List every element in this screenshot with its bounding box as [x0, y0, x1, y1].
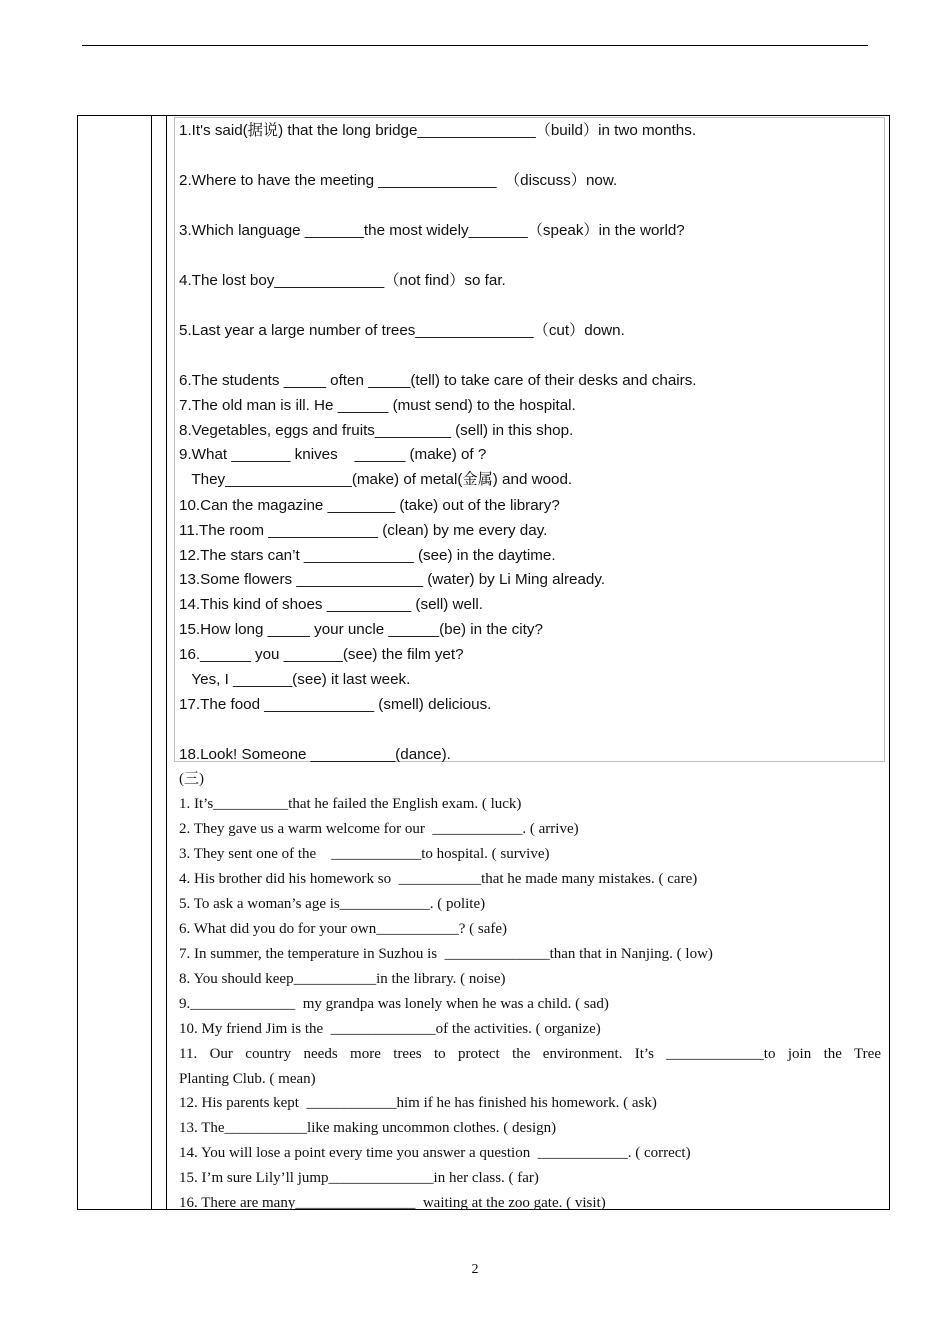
exercise-item: 14.This kind of shoes __________ (sell) well. — [179, 596, 483, 613]
exercise-item: 9.______________ my grandpa was lonely when he was a child. ( sad) — [179, 996, 609, 1012]
exercise-item: 2.Where to have the meeting ______________ （discuss）now. — [179, 172, 618, 189]
exercise-item: 16. There are many________________ waiting at the zoo gate. ( visit) — [179, 1195, 606, 1211]
exercise-item: 5. To ask a woman’s age is____________. ( polite) — [179, 896, 486, 912]
exercise-item: 13.Some flowers _______________ (water) by Li Ming already. — [179, 571, 606, 588]
exercise-item: 11. Our country needs more trees to protect the environment. It’s _____________to join the Tree — [179, 1046, 881, 1062]
column-divider — [166, 115, 167, 1210]
column-divider — [151, 115, 152, 1210]
exercise-item: 7.The old man is ill. He ______ (must send) to the hospital. — [179, 397, 576, 414]
exercise-item: 4. His brother did his homework so ___________that he made many mistakes. ( care) — [179, 871, 698, 887]
exercise-item: 2. They gave us a warm welcome for our ____________. ( arrive) — [179, 821, 579, 837]
page-number: 2 — [471, 1262, 479, 1277]
exercise-item: 13. The___________like making uncommon clothes. ( design) — [179, 1120, 557, 1136]
exercise-item: 18.Look! Someone __________(dance). — [179, 746, 451, 763]
exercise-item: 3. They sent one of the ____________to hospital. ( survive) — [179, 846, 550, 862]
header-rule — [82, 45, 868, 46]
exercise-item: 9.What _______ knives ______ (make) of ? — [179, 446, 487, 463]
exercise-item: 7. In summer, the temperature in Suzhou is ______________than that in Nanjing. ( low) — [179, 946, 713, 962]
exercise-item: 14. You will lose a point every time you answer a question ____________. ( correct) — [179, 1145, 691, 1161]
exercise-item: They_______________(make) of metal(金属) and wood. — [179, 471, 573, 488]
exercise-item: 6. What did you do for your own___________? ( safe) — [179, 921, 507, 937]
exercise-item: 16.______ you _______(see) the film yet? — [179, 646, 464, 663]
exercise-item: 15.How long _____ your uncle ______(be) in the city? — [179, 621, 543, 638]
exercise-item: 8. You should keep___________in the library. ( noise) — [179, 971, 506, 987]
exercise-item: 1.It's said(据说) that the long bridge______________（build）in two months. — [179, 122, 697, 139]
exercise-item: 4.The lost boy_____________（not find）so far. — [179, 272, 506, 289]
exercise-item: 1. It’s__________that he failed the English exam. ( luck) — [179, 796, 522, 812]
exercise-item: 10. My friend Jim is the ______________of the activities. ( organize) — [179, 1021, 601, 1037]
exercise-item-continued: Planting Club. ( mean) — [179, 1071, 316, 1087]
exercise-item: 8.Vegetables, eggs and fruits_________ (sell) in this shop. — [179, 422, 574, 439]
exercise-item: 11.The room _____________ (clean) by me every day. — [179, 522, 548, 539]
section-heading: (三) — [179, 771, 204, 787]
exercise-item: 12. His parents kept ____________him if he has finished his homework. ( ask) — [179, 1095, 657, 1111]
exercise-item: 10.Can the magazine ________ (take) out of the library? — [179, 497, 560, 514]
exercise-item: 3.Which language _______the most widely_______（speak）in the world? — [179, 222, 685, 239]
exercise-item: 12.The stars can’t _____________ (see) in the daytime. — [179, 547, 556, 564]
exercise-item: 6.The students _____ often _____(tell) to take care of their desks and chairs. — [179, 372, 697, 389]
exercise-item: Yes, I _______(see) it last week. — [179, 671, 411, 688]
exercise-item: 5.Last year a large number of trees______________（cut）down. — [179, 322, 625, 339]
exercise-item: 17.The food _____________ (smell) delicious. — [179, 696, 492, 713]
exercise-item: 15. I’m sure Lily’ll jump______________in her class. ( far) — [179, 1170, 539, 1186]
